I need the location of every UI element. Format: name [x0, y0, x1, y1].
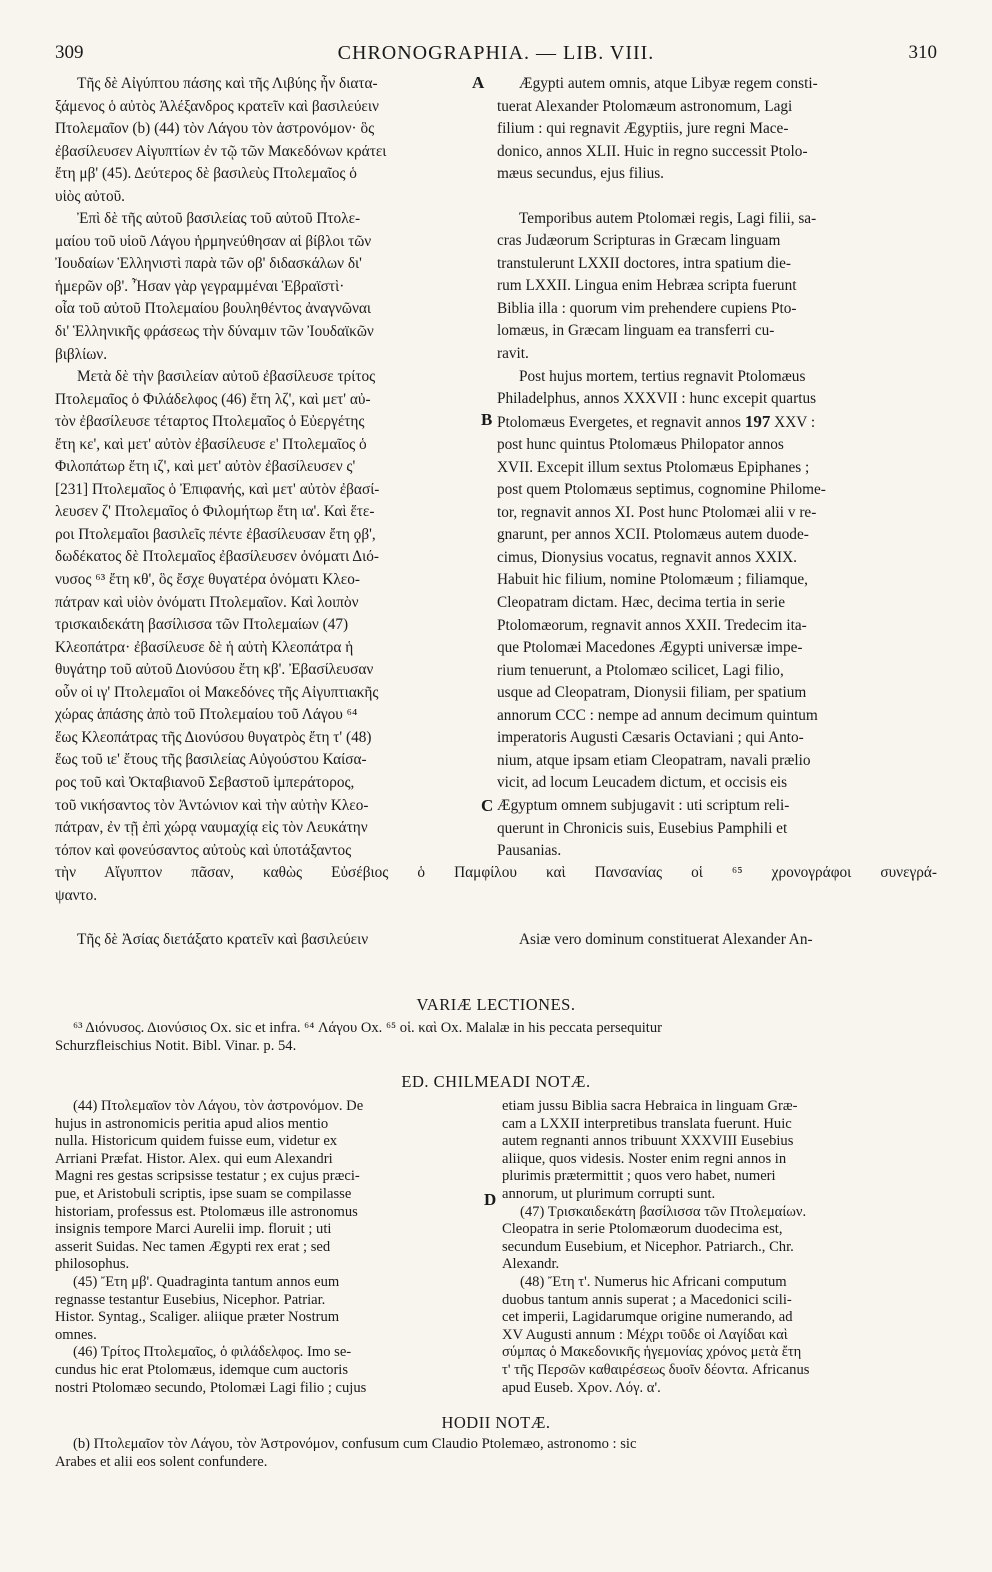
note-line: (48) Ἔτη τ'. Numerus hic Africani computum	[520, 1273, 787, 1290]
ed-notes-left	[55, 1098, 483, 1397]
margin-marker-a: A	[472, 73, 485, 92]
greek-line: δωδέκατος δὲ Πτολεμαῖος ἐβασίλευσεν ὀνόματι Διό-	[55, 548, 379, 566]
latin-line: rum LXXII. Lingua enim Hebræa scripta fuerunt	[497, 277, 797, 295]
varia-notes	[55, 1020, 937, 1055]
hodii-heading: HODII NOTÆ.	[441, 1413, 551, 1432]
latin-line: ravit.	[497, 345, 529, 363]
greek-last-line-wrap	[55, 929, 485, 952]
page-number-left: 309	[55, 42, 84, 63]
note-line: annorum, ut plurimum corrupti sunt.	[502, 1185, 716, 1202]
greek-line: [231] Πτολεμαῖος ὁ Ἐπιφανής, καὶ μετ' αὐτὸν ἐβασί-	[55, 480, 380, 498]
greek-last-line: Τῆς δὲ Ἀσίας διετάξατο κρατεῖν καὶ βασιλεύειν	[77, 931, 369, 948]
latin-line-text: Ptolomæus Evergetes, et regnavit annos	[497, 413, 742, 431]
greek-line: πάτραν καὶ υἱὸν ὀνόματι Πτολεμαῖον. Καὶ λοιπὸν	[55, 593, 359, 611]
note-line: philosophus.	[55, 1256, 130, 1273]
latin-line: lomæus, in Græcam linguam ea transferri cu-	[497, 322, 775, 340]
note-line: Cleopatra in serie Ptolomæorum duodecima est,	[502, 1221, 783, 1238]
greek-line: Φιλοπάτωρ ἔτη ιζ', καὶ μετ' αὐτὸν ἐβασίλευσεν ς'	[55, 458, 356, 476]
note-line: (47) Τρισκαιδεκάτη βασίλισσα τῶν Πτολεμαίων.	[520, 1203, 807, 1220]
greek-line: ξάμενος ὁ αὐτὸς Ἀλέξανδρος κρατεῖν καὶ βασιλεύειν	[55, 97, 379, 115]
greek-line: ἔτη μβ' (45). Δεύτερος δὲ βασιλεὺς Πτολεμαῖος ὁ	[55, 165, 357, 183]
greek-line: νυσος ⁶³ ἔτη κθ', ὃς ἔσχε θυγατέρα ὀνόματι Κλεο-	[55, 571, 360, 589]
latin-line: annorum CCC : nempe ad annum decimum quintum	[497, 706, 818, 724]
latin-line: Post hujus mortem, tertius regnavit Ptolomæus	[519, 367, 806, 385]
greek-line: τόπον καὶ φονεύσαντος αὐτοὺς καὶ ὑποτάξαντος	[55, 841, 352, 859]
latin-line: gnarunt, per annos XCII. Ptolomæus autem duode-	[497, 526, 809, 544]
note-line: pue, et Aristobuli scriptis, ipse suam se compilasse	[55, 1185, 352, 1202]
latin-line: post hunc quintus Ptolomæus Philopator annos	[497, 436, 784, 454]
greek-line: χώρας ἁπάσης ἀπὸ τοῦ Πτολεμαίου τοῦ Λάγου ⁶⁴	[55, 706, 358, 724]
greek-column	[55, 73, 485, 862]
note-line: (46) Τρίτος Πτολεμαῖος, ὁ φιλάδελφος. Imo se-	[73, 1344, 352, 1361]
note-line: aliique, quos videsis. Noster enim regni annos in	[502, 1150, 787, 1167]
note-line: cam a LXXII interpretibus translata fuerunt. Huic	[502, 1115, 792, 1132]
greek-line: ροι Πτολεμαῖοι βασιλεῖς πέντε ἐβασίλευσαν ἔτη ϙβ',	[55, 525, 376, 543]
greek-line: δι' Ἑλληνικῆς φράσεως τὴν δύναμιν τῶν Ἰουδαϊκῶν	[55, 323, 374, 341]
latin-line: XVII. Excepit illum sextus Ptolomæus Epiphanes ;	[497, 458, 810, 476]
note-line: autem regnanti annos tribuunt XXXVIII Eusebius	[502, 1133, 794, 1150]
note-line: insignis tempore Marci Aurelii imp. floruit ; uti	[55, 1221, 332, 1238]
greek-line: λευσεν ζ' Πτολεμαῖος ὁ Φιλομήτωρ ἔτη ια'. Καὶ ἕτε-	[55, 503, 375, 521]
hodii-line: Arabes et alii eos solent confundere.	[55, 1453, 268, 1470]
hodii-line: (b) Πτολεμαῖον τὸν Λάγου, τὸν Ἀστρονόμον, confusum cum Claudio Ptolemæo, astronomo : sic	[73, 1436, 637, 1452]
latin-line: donico, annos XLII. Huic in regno successit Ptolo-	[497, 142, 808, 160]
margin-marker-c: C	[481, 796, 494, 815]
greek-line: Κλεοπάτρα· ἐβασίλευσε δὲ ἡ αὐτὴ Κλεοπάτρα ἡ	[55, 638, 354, 656]
note-line: asserit Suidas. Nec tamen Ægypti rex erat ; sed	[55, 1238, 331, 1255]
latin-line: cras Judæorum Scripturas in Græcam linguam	[497, 232, 781, 250]
greek-line: Πτολεμαῖος ὁ Φιλάδελφος (46) ἔτη λζ', καὶ μετ' αὐ-	[55, 390, 371, 408]
note-line: Arriani Præfat. Histor. Alex. qui eum Alexandri	[55, 1150, 333, 1167]
latin-line: Ptolomæorum, regnavit annos XXII. Tredecim ita-	[497, 616, 807, 634]
latin-line: Ægyptum omnem subjugavit : uti scriptum reli-	[497, 796, 790, 814]
greek-line: τρισκαιδεκάτη βασίλισσα τῶν Πτολεμαίων (47)	[55, 616, 349, 634]
greek-line: τοῦ νικήσαντος τὸν Ἀντώνιον καὶ τὴν αὐτὴν Κλεο-	[55, 796, 369, 814]
latin-line: Habuit hic filium, nomine Ptolomæum ; filiamque,	[497, 571, 809, 589]
note-line: XV Augusti annum : Μέχρι τοῦδε οἱ Λαγίδαι καὶ	[502, 1326, 788, 1343]
hodii-notes	[55, 1436, 937, 1471]
note-line: etiam jussu Biblia sacra Hebraica in linguam Græ-	[502, 1098, 798, 1114]
greek-line: Πτολεμαῖον (b) (44) τὸν Λάγου τὸν ἀστρονόμον· ὃς	[55, 120, 375, 138]
latin-line: rium tenuerunt, a Ptolomæo scilicet, Lagi filio,	[497, 661, 784, 679]
note-line: regnasse testantur Eusebius, Nicephor. Patriar.	[55, 1291, 326, 1308]
latin-last-line-wrap	[497, 929, 937, 952]
latin-line: querunt in Chronicis suis, Eusebius Pamphili et	[497, 819, 788, 837]
latin-line: post quem Ptolomæus septimus, cognomine Philome-	[497, 481, 826, 499]
note-line: nostri Ptolomæo secundo, Ptolomæi Lagi filio ; cujus	[55, 1379, 367, 1396]
greek-line: Μετὰ δὲ τὴν βασιλείαν αὐτοῦ ἐβασίλευσε τρίτος	[77, 368, 376, 386]
greek-line: ἐβασίλευσεν Αἰγυπτίων ἐν τῷ τῶν Μακεδόνων κράτει	[55, 142, 387, 160]
greek-line: πάτραν, ἐν τῇ ἐπὶ χώρᾳ ναυμαχίᾳ εἰς τὸν Λευκάτην	[55, 819, 368, 837]
note-line: cet imperii, Lagidarumque origine numerando, ad	[502, 1309, 793, 1326]
note-line: duobus tantum annis superat ; a Macedonici scili-	[502, 1291, 792, 1308]
note-line: σύμπας ὁ Μακεδονικῆς ἡγεμονίας χρόνος μετὰ ἔτη	[502, 1344, 802, 1361]
latin-line: tor, regnavit annos XI. Post hunc Ptolomæi alii v re-	[497, 503, 817, 521]
note-line: Histor. Syntag., Scaliger. aliique præter Nostrum	[55, 1309, 340, 1326]
note-line: (44) Πτολεμαῖον τὸν Λάγου, τὸν ἀστρονόμον. De	[73, 1098, 364, 1114]
greek-line: ρος τοῦ καὶ Ὀκταβιανοῦ Σεβαστοῦ ἰμπεράτορος,	[55, 773, 355, 791]
latin-line: vicit, ad locum Leucadem dictum, et occisis eis	[497, 774, 788, 792]
greek-line: υἱὸς αὐτοῦ.	[55, 187, 126, 205]
latin-line: mæus secundus, ejus filius.	[497, 165, 664, 183]
greek-line: ἕως τοῦ ιε' ἔτους τῆς βασιλείας Αὐγούστου Καίσα-	[55, 751, 367, 769]
greek-line: ἕως Κλεοπάτρας τῆς Διονύσου θυγατρὸς ἔτη τ' (48)	[55, 728, 372, 746]
latin-line: tuerat Alexander Ptolomæum astronomum, Lagi	[497, 97, 793, 115]
note-line: nulla. Historicum quidem fuisse eum, videtur ex	[55, 1133, 338, 1150]
latin-line: Philadelphus, annos XXXVII : hunc excepit quartus	[497, 390, 817, 408]
latin-line-rest: XXV :	[774, 413, 816, 431]
greek-line: Ἰουδαίων Ἑλληνιστὶ παρὰ τῶν οβ' διδασκάλων δι'	[55, 255, 362, 273]
ed-notes-heading: ED. CHILMEADI NOTÆ.	[401, 1072, 591, 1091]
note-line: (45) Ἔτη μβ'. Quadraginta tantum annos eum	[73, 1273, 340, 1290]
note-line: τ' τῆς Περσῶν καθαιρέσεως δυοῖν δέοντα. Africanus	[502, 1361, 810, 1378]
greek-line: Ἐπὶ δὲ τῆς αὐτοῦ βασιλείας τοῦ αὐτοῦ Πτολε-	[77, 210, 361, 228]
latin-line: Temporibus autem Ptolomæi regis, Lagi filii, sa-	[519, 209, 817, 227]
varia-heading: VARIÆ LECTIONES.	[416, 995, 576, 1014]
varia-line: ⁶³ Διόνυσος. Διονύσιος Ox. sic et infra. ⁶⁴ Λάγου Ox. ⁶⁵ οἱ. καὶ Ox. Malalæ in his peccata persequitur	[73, 1020, 663, 1036]
running-title: CHRONOGRAPHIA. — LIB. VIII.	[337, 42, 655, 64]
latin-line: Pausanias.	[497, 842, 562, 860]
greek-line: οἷα τοῦ αὐτοῦ Πτολεμαίου βουληθέντος ἀναγνῶναι	[55, 300, 372, 318]
latin-line: filium : qui regnavit Ægyptiis, jure regni Mace-	[497, 120, 789, 138]
latin-last-line: Asiæ vero dominum constituerat Alexander An-	[519, 931, 813, 948]
ed-notes-right	[502, 1098, 937, 1397]
running-header	[55, 42, 937, 66]
latin-line: imperatoris Augusti Cæsaris Octaviani ; qui Anto-	[497, 729, 804, 747]
greek-tail	[55, 862, 937, 907]
greek-line: μαίου τοῦ υἱοῦ Λάγου ἡρμηνεύθησαν αἱ βίβλοι τῶν	[55, 232, 372, 250]
greek-line: βιβλίων.	[55, 345, 108, 363]
greek-line: θυγάτηρ τοῦ αὐτοῦ Διονύσου ἔτη κβ'. Ἐβασίλευσαν	[55, 661, 374, 679]
note-line: cundus hic erat Ptolomæus, idemque cum auctoris	[55, 1361, 349, 1378]
greek-tail-line: τὴν Αἴγυπτον πᾶσαν, καθὼς Εὐσέβιος ὁ Παμφίλου καὶ Πανσανίας οἱ ⁶⁵ χρονογράφοι συνεγρά-	[55, 864, 937, 881]
latin-line: Cleopatram dictam. Hæc, decima tertia in serie	[497, 594, 785, 612]
greek-tail-end: ψαντο.	[55, 886, 98, 904]
note-line: historiam, professus est. Ptolomæus ille astronomus	[55, 1203, 358, 1220]
latin-column	[497, 73, 937, 863]
latin-line: que Ptolomæi Macedones Ægypti universæ impe-	[497, 639, 803, 657]
greek-line: οὖν οἱ ιγ' Πτολεμαῖοι οἱ Μακεδόνες τῆς Αἰγυπτιακῆς	[55, 683, 379, 701]
margin-marker-b: B	[481, 410, 493, 429]
latin-line: cimus, Dionysius vocatus, regnavit annos XXIX.	[497, 548, 797, 566]
note-line: hujus in astronomicis peritia apud alios mentio	[55, 1115, 329, 1132]
printed-number-197: 197	[744, 411, 771, 431]
latin-line: nium, atque ipsam etiam Cleopatram, navali prælio	[497, 751, 811, 769]
note-line: omnes.	[55, 1326, 97, 1343]
latin-line: transtulerunt LXXII doctores, intra spatium die-	[497, 254, 791, 272]
note-line: Magni res gestas scripsisse testatur ; ex cujus præci-	[55, 1168, 360, 1185]
note-line: plurimis prætermittit ; quos vero habet, numeri	[502, 1168, 776, 1185]
greek-line: τὸν ἐβασίλευσε τέταρτος Πτολεμαῖος ὁ Εὐεργέτης	[55, 413, 365, 431]
greek-line: ἔτη κε', καὶ μετ' αὐτὸν ἐβασίλευσε ε' Πτολεμαῖος ὁ	[55, 435, 367, 453]
page-number-right: 310	[908, 42, 937, 63]
varia-line: Schurzfleischius Notit. Bibl. Vinar. p. 54.	[55, 1037, 297, 1054]
latin-line	[497, 411, 937, 435]
margin-marker-d: D	[484, 1190, 497, 1209]
note-line: Alexandr.	[502, 1256, 560, 1273]
note-line: secundum Eusebium, et Nicephor. Patriarch., Chr.	[502, 1238, 794, 1255]
latin-line: usque ad Cleopatram, Dionysii filiam, per spatium	[497, 684, 807, 702]
greek-line: ἡμερῶν οβ'. Ἦσαν γὰρ γεγραμμέναι Ἑβραϊστὶ·	[55, 277, 345, 295]
latin-line: Biblia illa : quorum vim prehendere cupiens Pto-	[497, 299, 797, 317]
latin-line: Ægypti autem omnis, atque Libyæ regem consti-	[519, 75, 818, 92]
note-line: apud Euseb. Χρον. Λόγ. α'.	[502, 1379, 661, 1396]
greek-line: Τῆς δὲ Αἰγύπτου πάσης καὶ τῆς Λιβύης ἦν διατα-	[77, 75, 378, 92]
